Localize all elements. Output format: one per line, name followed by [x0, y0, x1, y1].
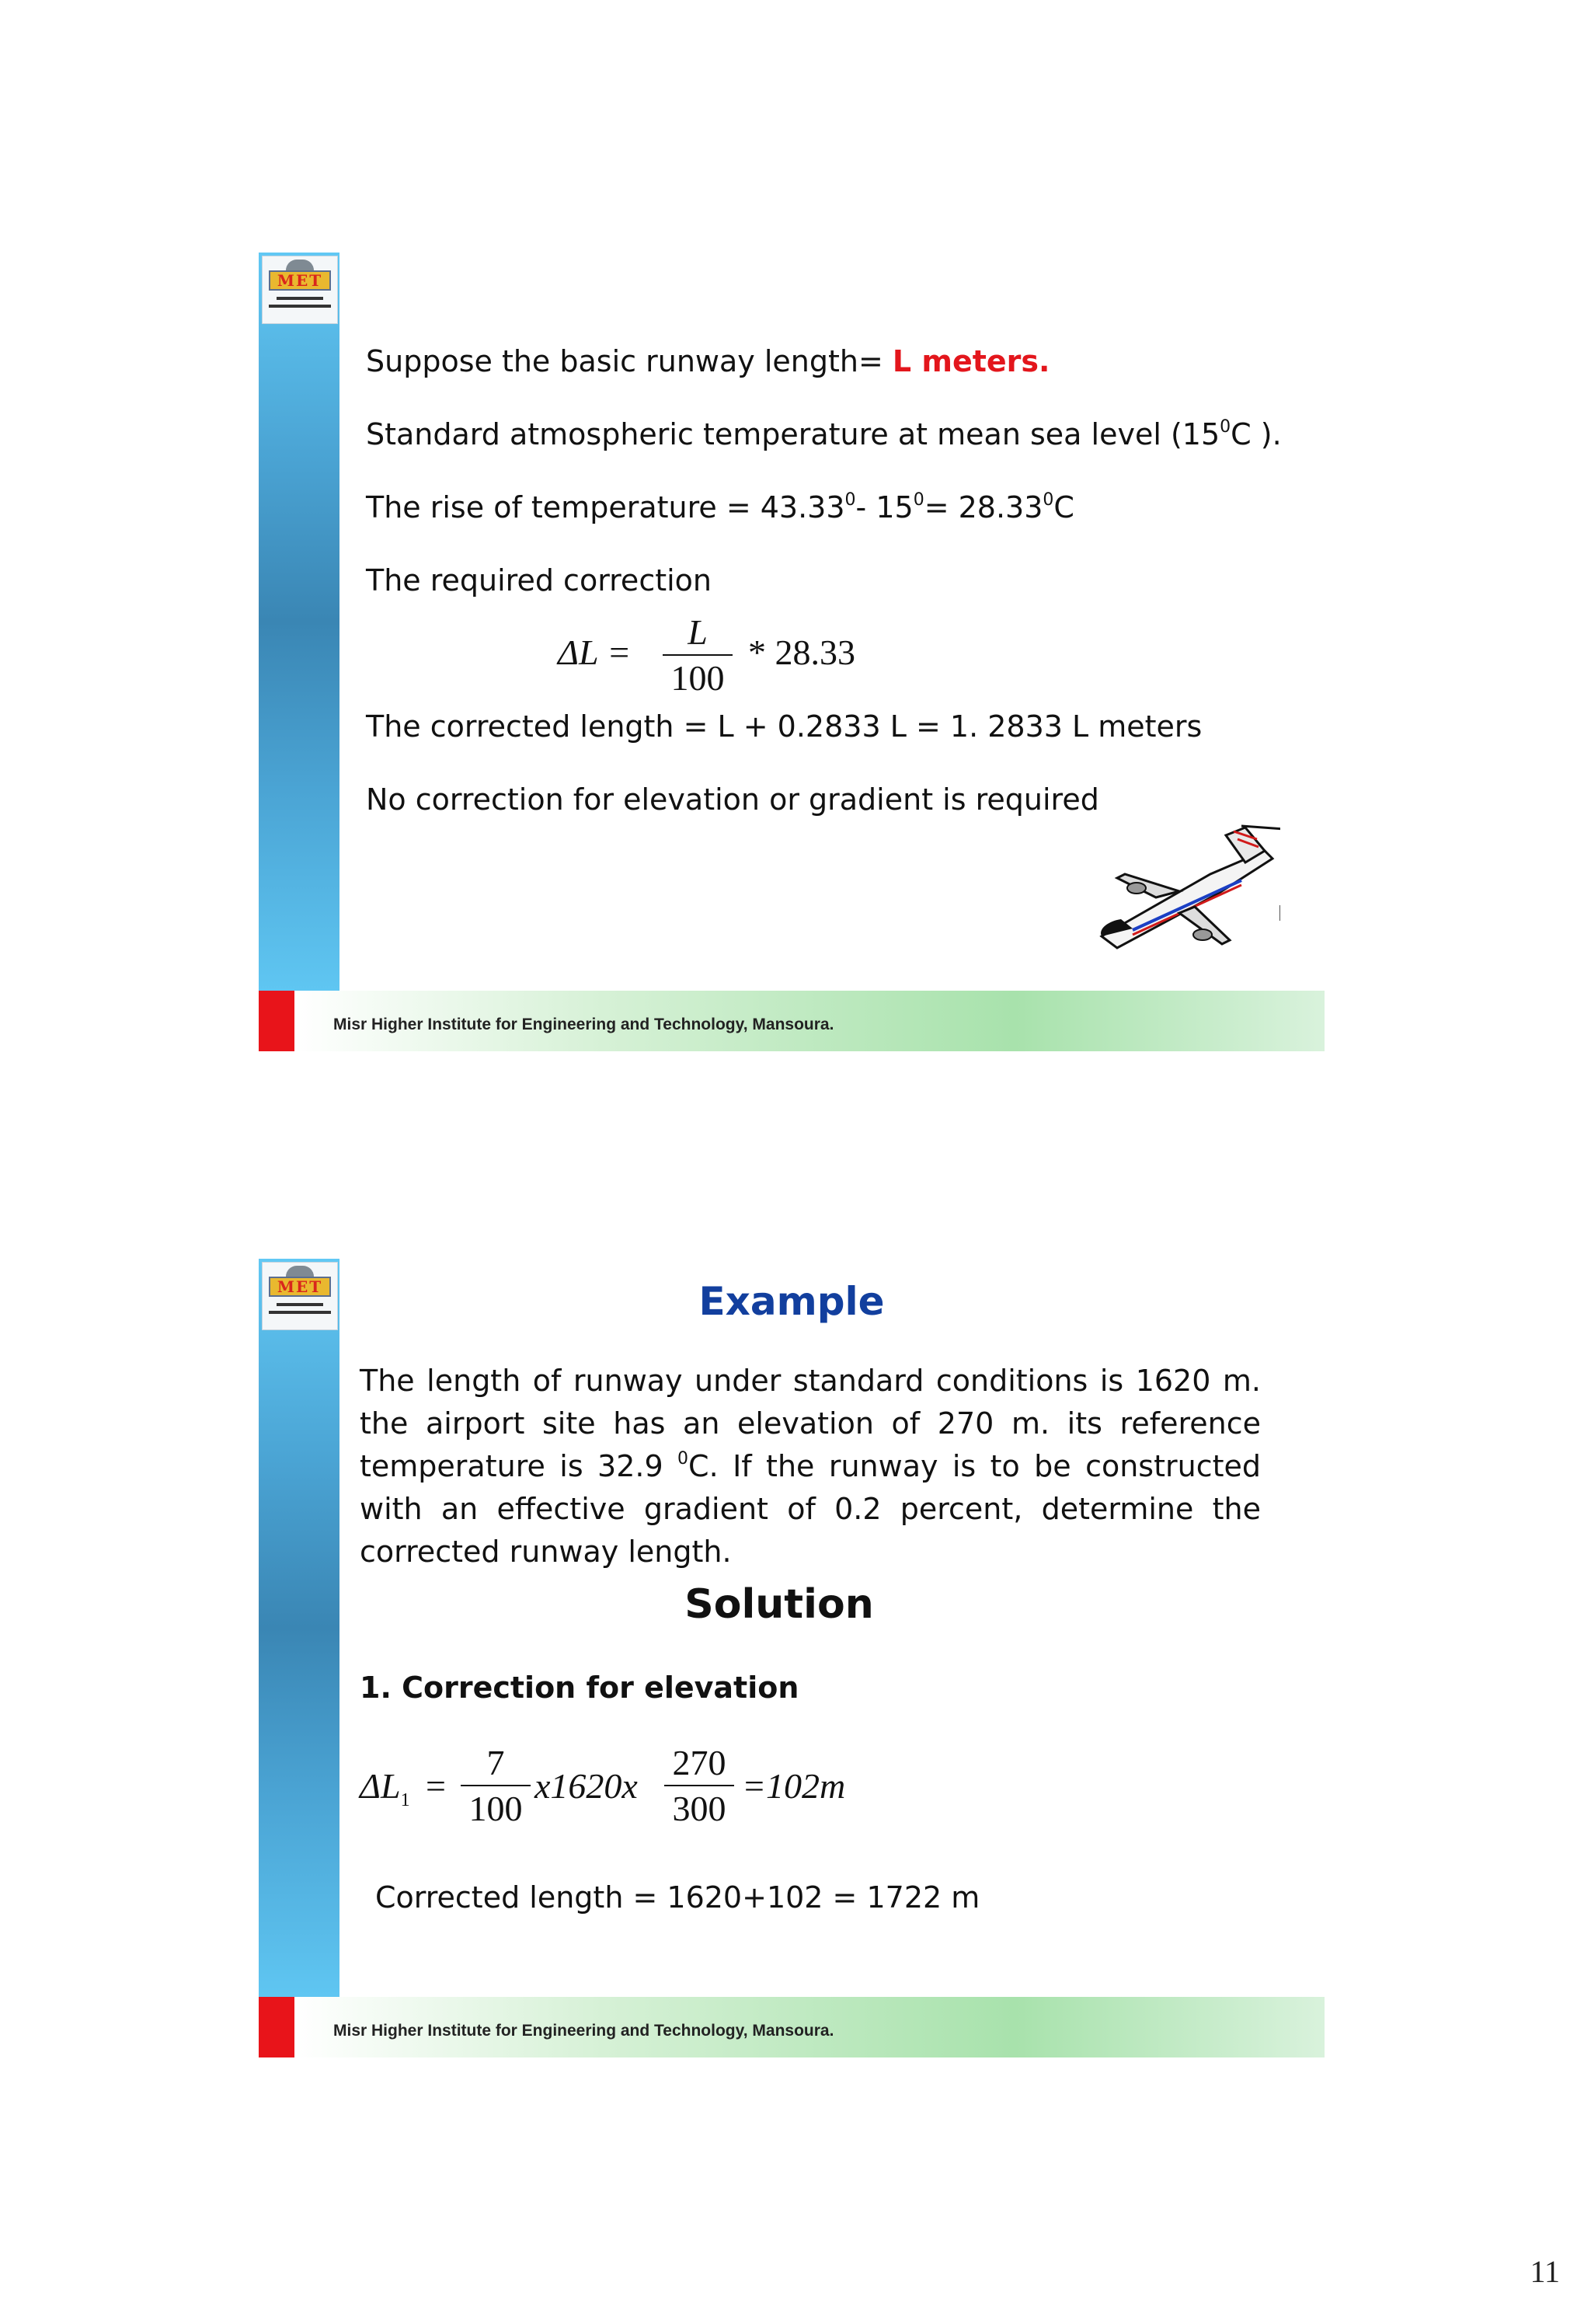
standard-temp-line: Standard atmospheric temperature at mean sea level ($15^0C$ ). [366, 417, 1282, 451]
corrected-length-line: The corrected length = L + 0.2833 L = 1. 2833 L meters [366, 709, 1203, 744]
example-title: Example [698, 1279, 885, 1324]
example-paragraph: The length of runway under standard conditions is 1620 m. the airport site has an elevation of 270 m. its reference temperature is 32.9 $^0$C. If the runway is to be constructed with an effective gradient of 0.2 percent, determine the corrected runway length. [360, 1364, 1262, 1569]
institute-logo-icon: MET [262, 256, 338, 324]
footer-text: Misr Higher Institute for Engineering and Technology, Mansoura. [333, 2022, 834, 2040]
footer-text: Misr Higher Institute for Engineering and Technology, Mansoura. [333, 1016, 834, 1033]
slide-1: MET Suppose the basic runway length= L meters. Standard atmospheric temperature at mean sea level ($15^0C$ ). The rise of temperature = $43.33^0-$ $15^0= 28.33^0C$ The required correction ΔL = L 100 * 28.33 The corrected length = L + 0.2833 L = 1. 2833 L meters No correction for elevation or gradient is required Misr Higher Institute for Engineering and Technology, Mansoura. [259, 253, 1325, 1051]
slide-sidebar [259, 1259, 339, 1997]
solution-heading: Solution [684, 1581, 874, 1628]
no-correction-line: No correction for elevation or gradient is required [366, 782, 1099, 817]
basic-length-line: Suppose the basic runway length= L meters. [366, 344, 1050, 378]
required-correction-line: The required correction [366, 563, 712, 598]
slide-sidebar [259, 253, 339, 991]
slide-footer [294, 991, 1325, 1051]
corrected-length-result: Corrected length = 1620+102 = 1722 m [375, 1880, 980, 1915]
slide-footer [294, 1997, 1325, 2057]
elevation-correction-heading: 1. Correction for elevation [360, 1671, 799, 1705]
l-meters-highlight: L meters. [892, 344, 1050, 378]
airplane-icon [1086, 820, 1280, 960]
footer-red-block [259, 1997, 294, 2057]
footer-red-block [259, 991, 294, 1051]
rise-temp-line: The rise of temperature = $43.33^0-$ $15^0= 28.33^0C$ [366, 490, 1074, 524]
page-number: 11 [1530, 2254, 1560, 2289]
slide-2: MET Example The length of runway under standard conditions is 1620 m. the airport site has an elevation of 270 m. its reference temperature is 32.9 $^0$C. If the runway is to be constructed with an effective gradient of 0.2 percent, determine the corrected runway length. Solution 1. Correction for elevation $\Delta L_1$ = 7 100 x1620x 270 300 =102m Corrected length = 1620+102 = 1722 m Misr Higher Institute for Engineering and Technology, Mansoura. [259, 1259, 1325, 2057]
institute-logo-icon: MET [262, 1262, 338, 1330]
